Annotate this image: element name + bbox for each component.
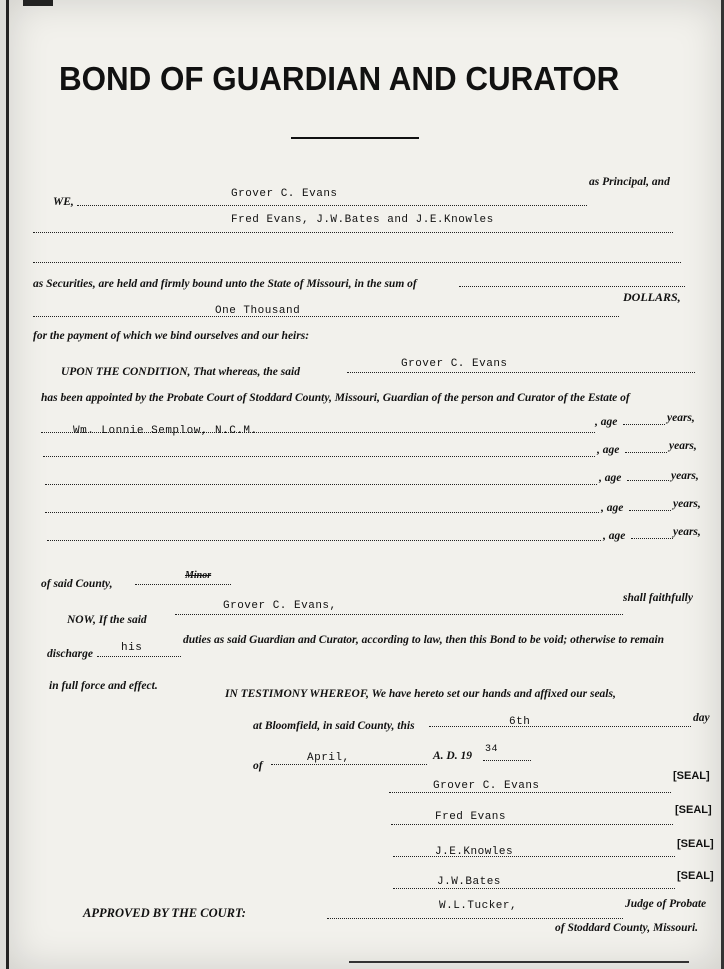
- age-label-4: , age: [601, 502, 624, 514]
- blank-line-1: [33, 262, 681, 263]
- ward-line-4: [45, 512, 599, 513]
- document-title: BOND OF GUARDIAN AND CURATOR: [59, 60, 620, 97]
- signature-line-2: [391, 824, 673, 825]
- ad-label: A. D. 19: [433, 750, 472, 762]
- duties-text: duties as said Guardian and Curator, according to law, then this Bond to be void; otherwise to remain: [183, 634, 665, 646]
- age-label-1: , age: [595, 416, 618, 428]
- discharge-label: discharge: [47, 648, 93, 660]
- year-value: 34: [485, 744, 499, 755]
- age-line-4: [629, 510, 671, 511]
- his-line: [97, 656, 181, 657]
- dollars-label: DOLLARS,: [623, 290, 681, 304]
- condition-line: [347, 372, 695, 373]
- sum-line-a: [459, 286, 685, 287]
- judge-county: of Stoddard County, Missouri.: [555, 922, 699, 934]
- ward-name: Wm. Lonnie Semplow, N.C.M.: [73, 425, 258, 437]
- force-text: in full force and effect.: [49, 680, 158, 692]
- now-text: NOW, If the said: [67, 614, 147, 626]
- day-value: 6th: [509, 716, 531, 728]
- ward-line-2: [43, 456, 595, 457]
- month-line: [271, 764, 427, 765]
- day-line: [429, 726, 691, 727]
- judge-line: [327, 918, 623, 919]
- age-label-3: , age: [599, 472, 622, 484]
- county-line: [135, 584, 231, 585]
- as-principal-label: as Principal, and: [589, 176, 670, 188]
- testimony-text: IN TESTIMONY WHEREOF, We have hereto set our hands and affixed our seals,: [225, 688, 616, 700]
- payment-text: for the payment of which we bind ourselves and our heirs:: [33, 330, 310, 342]
- age-line-1: [623, 424, 665, 425]
- securities-line: [33, 232, 673, 233]
- appointed-text: has been appointed by the Probate Court of Stoddard County, Missouri, Guardian of the person and Curator of the Estate of: [41, 392, 630, 404]
- now-name: Grover C. Evans,: [223, 600, 337, 612]
- securities-text: as Securities, are held and firmly bound unto the State of Missouri, in the sum of: [33, 278, 417, 290]
- now-line: [175, 614, 623, 615]
- his-text: his: [121, 642, 143, 654]
- we-label: WE,: [53, 196, 74, 208]
- signature-4: J.W.Bates: [437, 876, 501, 888]
- county-text: of said County,: [41, 578, 113, 590]
- signature-line-4: [393, 888, 675, 889]
- years-label-4: years,: [673, 498, 701, 510]
- years-label-3: years,: [671, 470, 699, 482]
- age-line-2: [625, 452, 667, 453]
- age-label-2: , age: [597, 444, 620, 456]
- approved-text: APPROVED BY THE COURT:: [83, 906, 246, 920]
- condition-text: UPON THE CONDITION, That whereas, the said: [61, 366, 300, 378]
- seal-2: [SEAL]: [675, 804, 712, 816]
- securities-names: Fred Evans, J.W.Bates and J.E.Knowles: [231, 214, 494, 226]
- ward-line-3: [45, 484, 597, 485]
- ward-line-5: [47, 540, 601, 541]
- sum-line-b: [33, 316, 619, 317]
- seal-1: [SEAL]: [673, 770, 710, 782]
- sum-words: One Thousand: [215, 305, 301, 317]
- seal-4: [SEAL]: [677, 870, 714, 882]
- month-value: April,: [307, 752, 350, 764]
- signature-3: J.E.Knowles: [435, 846, 514, 858]
- bloomfield-text: at Bloomfield, in said County, this: [253, 720, 415, 732]
- condition-name: Grover C. Evans: [401, 358, 508, 370]
- age-line-5: [631, 538, 673, 539]
- signature-1: Grover C. Evans: [433, 780, 540, 792]
- minor-text: Minor: [185, 570, 212, 581]
- age-label-5: , age: [603, 530, 626, 542]
- of-label: of: [253, 760, 263, 772]
- page-edge-mark: [23, 0, 53, 6]
- age-line-3: [627, 480, 669, 481]
- bond-document: [6, 0, 724, 969]
- seal-3: [SEAL]: [677, 838, 714, 850]
- principal-line: [77, 205, 587, 206]
- bottom-rule: [349, 961, 689, 963]
- years-label-5: years,: [673, 526, 701, 538]
- year-line: [483, 760, 531, 761]
- title-underline: [291, 137, 419, 139]
- years-label-1: years,: [667, 412, 695, 424]
- years-label-2: years,: [669, 440, 697, 452]
- faithfully-label: shall faithfully: [623, 592, 693, 604]
- signature-2: Fred Evans: [435, 811, 507, 823]
- judge-title: Judge of Probate: [625, 898, 707, 910]
- judge-name: W.L.Tucker,: [439, 900, 518, 912]
- day-label: day: [693, 712, 710, 724]
- principal-name: Grover C. Evans: [231, 188, 338, 200]
- signature-line-1: [389, 792, 671, 793]
